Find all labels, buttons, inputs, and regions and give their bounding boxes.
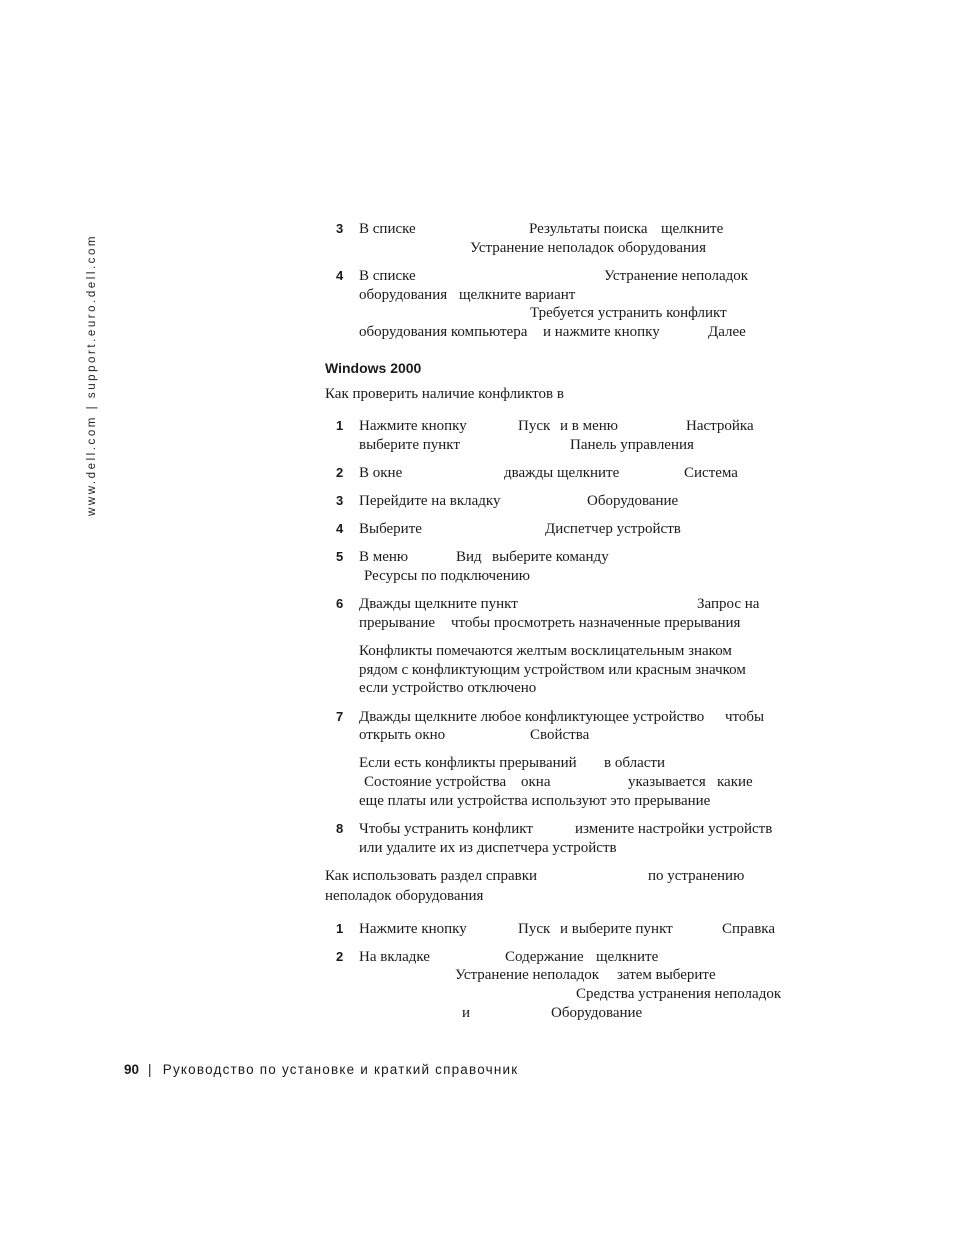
step-text: открыть окно (359, 727, 446, 743)
step-text: чтобы просмотреть назначенные прерывания (451, 615, 741, 631)
step-text: выберите команду (492, 549, 609, 565)
step-note: если устройство отключено (359, 680, 537, 696)
step-number: 6 (336, 596, 344, 611)
step-text: В окне (359, 465, 403, 481)
step-number: 8 (336, 821, 344, 836)
ui-term: Устранение неполадок (455, 967, 600, 983)
step-number: 7 (336, 709, 344, 724)
step-text: Дважды щелкните пункт (359, 596, 518, 612)
step-note: Если есть конфликты прерываний (359, 755, 577, 771)
help-intro: Как использовать раздел справки (325, 868, 538, 884)
step-note: указывается (628, 774, 706, 790)
section-heading: Windows 2000 (325, 360, 422, 376)
ui-term: Запрос на (697, 596, 760, 612)
step-text: Выберите (359, 521, 422, 537)
ui-term: оборудования компьютера (359, 324, 528, 340)
step-note: какие (717, 774, 753, 790)
section-intro: Как проверить наличие конфликтов в (325, 386, 564, 402)
ui-term: Вид (456, 549, 482, 565)
ui-term: Состояние устройства (364, 774, 507, 790)
ui-term: Оборудование (551, 1005, 643, 1021)
step-text: Нажмите кнопку (359, 921, 467, 937)
step-number: 5 (336, 549, 344, 564)
ui-term: Пуск (518, 418, 551, 434)
step-text: затем выберите (617, 967, 716, 983)
footer-separator: | (148, 1062, 153, 1077)
help-intro: неполадок оборудования (325, 888, 484, 904)
step-text: и выберите пункт (560, 921, 673, 937)
step-text: выберите пункт (359, 437, 460, 453)
step-text: В списке (359, 268, 416, 284)
ui-term: Панель управления (570, 437, 694, 453)
ui-term: Устранение неполадок оборудования (470, 240, 706, 256)
step-text: чтобы (725, 709, 765, 725)
step-number: 2 (336, 949, 344, 964)
step-text: На вкладке (359, 949, 430, 965)
step-number: 3 (336, 221, 344, 236)
step-number: 4 (336, 521, 344, 536)
side-url: www.dell.com | support.euro.dell.com (86, 233, 98, 516)
step-text: щелкните вариант (459, 287, 576, 303)
step-text: щелкните (661, 221, 724, 237)
page-number: 90 (124, 1062, 140, 1077)
page-footer (124, 1061, 518, 1079)
ui-term: Средства устранения неполадок (576, 986, 782, 1002)
ui-term: Диспетчер устройств (545, 521, 681, 537)
step-text: щелкните (596, 949, 659, 965)
step-number: 1 (336, 418, 344, 433)
step-number: 3 (336, 493, 344, 508)
ui-term: Содержание (505, 949, 584, 965)
step-note: еще платы или устройства используют это прерывание (359, 793, 711, 809)
step-note: Конфликты помечаются желтым восклицательным знаком (359, 643, 732, 659)
ui-term: Ресурсы по подключению (364, 568, 530, 584)
ui-term: Оборудование (587, 493, 679, 509)
step-text: или удалите их из диспетчера устройств (359, 840, 617, 856)
ui-term: Система (684, 465, 738, 481)
step-note: рядом с конфликтующим устройством или красным значком (359, 662, 746, 678)
ui-term: оборудования (359, 287, 448, 303)
step-text: и (462, 1005, 471, 1021)
ui-term: прерывание (359, 615, 436, 631)
step-text: и в меню (560, 418, 618, 434)
step-text: измените настройки устройств (575, 821, 773, 837)
step-number: 2 (336, 465, 344, 480)
step-number: 4 (336, 268, 344, 283)
ui-term: Пуск (518, 921, 551, 937)
step-text: дважды щелкните (504, 465, 620, 481)
ui-term: Справка (722, 921, 775, 937)
ui-term: Устранение неполадок (604, 268, 749, 284)
step-text: В списке (359, 221, 416, 237)
footer-title: Руководство по установке и краткий справочник (162, 1062, 519, 1077)
step-text: Чтобы устранить конфликт (359, 821, 533, 837)
step-text: Нажмите кнопку (359, 418, 467, 434)
step-text: Дважды щелкните любое конфликтующее устройство (359, 709, 705, 725)
step-text: В меню (359, 549, 409, 565)
ui-term: Настройка (686, 418, 754, 434)
ui-term: Свойства (530, 727, 590, 743)
ui-term: Требуется устранить конфликт (530, 305, 727, 321)
ui-term: Результаты поиска (529, 221, 648, 237)
step-text: Перейдите на вкладку (359, 493, 501, 509)
step-number: 1 (336, 921, 344, 936)
ui-term: Далее (708, 324, 746, 340)
step-text: и нажмите кнопку (543, 324, 660, 340)
help-intro: по устранению (648, 868, 745, 884)
step-note: окна (521, 774, 551, 790)
step-note: в области (604, 755, 665, 771)
